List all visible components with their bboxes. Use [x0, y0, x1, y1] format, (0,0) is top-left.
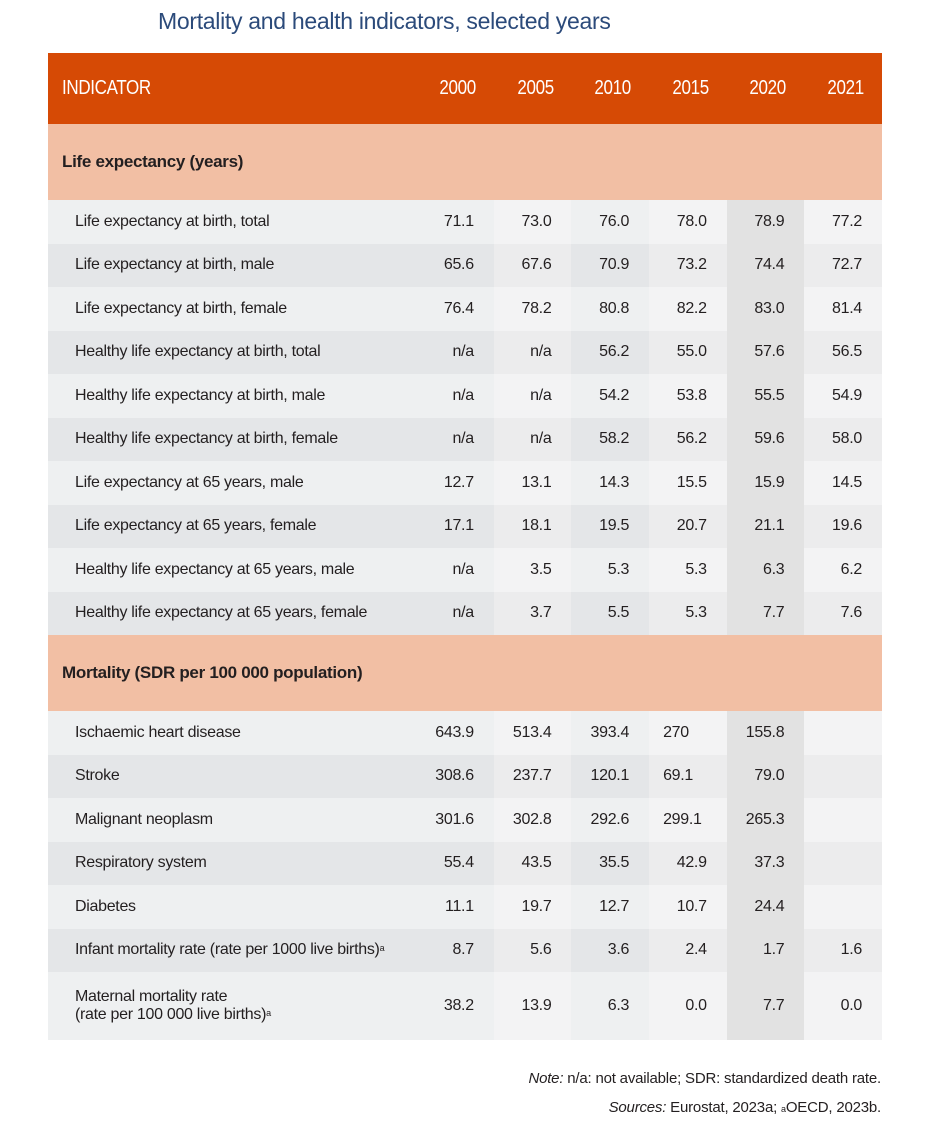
table-row	[48, 592, 882, 636]
value-cell: 11.1	[416, 885, 494, 929]
value-cell: 74.4	[727, 244, 805, 288]
header-year: 2005	[494, 53, 572, 124]
row-label: Healthy life expectancy at birth, male	[48, 374, 416, 418]
value-cell: 237.7	[494, 755, 572, 799]
value-cell: 6.3	[727, 548, 805, 592]
value-cell: 17.1	[416, 505, 494, 549]
value-cell: 18.1	[494, 505, 572, 549]
value-cell: 5.3	[649, 548, 727, 592]
table-row	[48, 287, 882, 331]
value-cell: 120.1	[571, 755, 649, 799]
value-cell: 5.3	[649, 592, 727, 636]
header-year: 2000	[416, 53, 494, 124]
table-row	[48, 331, 882, 375]
table-row	[48, 418, 882, 462]
value-cell: 77.2	[804, 200, 882, 244]
value-cell: 19.7	[494, 885, 572, 929]
header-indicator: INDICATOR	[48, 53, 416, 124]
row-label: Life expectancy at birth, total	[48, 200, 416, 244]
value-cell: 155.8	[727, 711, 805, 755]
table-row	[48, 374, 882, 418]
value-cell: 65.6	[416, 244, 494, 288]
table-row	[48, 929, 882, 973]
section-title: Mortality (SDR per 100 000 population)	[48, 635, 882, 711]
section-header-row	[48, 635, 882, 711]
value-cell: 15.5	[649, 461, 727, 505]
header-year: 2015	[649, 53, 727, 124]
value-cell: 78.2	[494, 287, 572, 331]
row-label: Maternal mortality rate (rate per 100 000 live births)$^a$	[48, 972, 416, 1040]
row-label: Respiratory system	[48, 842, 416, 886]
table-notes	[528, 1064, 881, 1122]
table-row	[48, 972, 882, 1040]
value-cell: 70.9	[571, 244, 649, 288]
value-cell: 83.0	[727, 287, 805, 331]
value-cell: 72.7	[804, 244, 882, 288]
table-row	[48, 505, 882, 549]
value-cell: 13.9	[494, 972, 572, 1040]
row-label: Healthy life expectancy at birth, total	[48, 331, 416, 375]
value-cell: 56.2	[571, 331, 649, 375]
row-label: Ischaemic heart disease	[48, 711, 416, 755]
footnote-marker: a	[266, 1008, 271, 1018]
row-label: Diabetes	[48, 885, 416, 929]
value-cell	[804, 711, 882, 755]
value-cell: 7.7	[727, 972, 805, 1040]
value-cell: 73.0	[494, 200, 572, 244]
row-label: Healthy life expectancy at birth, female	[48, 418, 416, 462]
value-cell: n/a	[494, 374, 572, 418]
value-cell: 270	[649, 711, 727, 755]
value-cell: 19.5	[571, 505, 649, 549]
value-cell: 3.7	[494, 592, 572, 636]
value-cell: 56.2	[649, 418, 727, 462]
value-cell: 78.9	[727, 200, 805, 244]
value-cell: 8.7	[416, 929, 494, 973]
row-label: Infant mortality rate (rate per 1000 live births)$^a$	[48, 929, 416, 973]
value-cell: 67.6	[494, 244, 572, 288]
value-cell: 12.7	[571, 885, 649, 929]
section-header-row	[48, 124, 882, 200]
row-label: Life expectancy at 65 years, male	[48, 461, 416, 505]
value-cell: 7.6	[804, 592, 882, 636]
value-cell: n/a	[416, 592, 494, 636]
value-cell: 58.2	[571, 418, 649, 462]
value-cell: n/a	[416, 374, 494, 418]
value-cell: 54.2	[571, 374, 649, 418]
value-cell: 71.1	[416, 200, 494, 244]
value-cell: 1.6	[804, 929, 882, 973]
value-cell: 6.2	[804, 548, 882, 592]
value-cell: 80.8	[571, 287, 649, 331]
value-cell: 299.1	[649, 798, 727, 842]
value-cell: 57.6	[727, 331, 805, 375]
value-cell: n/a	[494, 418, 572, 462]
row-label: Life expectancy at birth, male	[48, 244, 416, 288]
value-cell: 35.5	[571, 842, 649, 886]
value-cell: 42.9	[649, 842, 727, 886]
table-row	[48, 200, 882, 244]
value-cell: 20.7	[649, 505, 727, 549]
value-cell: 55.5	[727, 374, 805, 418]
value-cell: 6.3	[571, 972, 649, 1040]
value-cell: 302.8	[494, 798, 572, 842]
row-label: Healthy life expectancy at 65 years, male	[48, 548, 416, 592]
row-label: Life expectancy at birth, female	[48, 287, 416, 331]
value-cell: 308.6	[416, 755, 494, 799]
value-cell	[804, 798, 882, 842]
table-row	[48, 461, 882, 505]
value-cell: 14.3	[571, 461, 649, 505]
value-cell: 73.2	[649, 244, 727, 288]
value-cell: n/a	[416, 331, 494, 375]
value-cell: 2.4	[649, 929, 727, 973]
row-label: Malignant neoplasm	[48, 798, 416, 842]
value-cell	[804, 842, 882, 886]
value-cell: 82.2	[649, 287, 727, 331]
value-cell: 76.0	[571, 200, 649, 244]
header-year: 2021	[804, 53, 882, 124]
value-cell: 265.3	[727, 798, 805, 842]
indicators-table	[48, 53, 882, 1040]
row-label: Healthy life expectancy at 65 years, female	[48, 592, 416, 636]
table-row	[48, 755, 882, 799]
value-cell: 79.0	[727, 755, 805, 799]
value-cell: 1.7	[727, 929, 805, 973]
value-cell: 69.1	[649, 755, 727, 799]
value-cell: 7.7	[727, 592, 805, 636]
table-row	[48, 711, 882, 755]
value-cell	[804, 885, 882, 929]
value-cell: 3.6	[571, 929, 649, 973]
value-cell: 513.4	[494, 711, 572, 755]
value-cell: 301.6	[416, 798, 494, 842]
value-cell: 14.5	[804, 461, 882, 505]
sources-line: Sources: Eurostat, 2023a; $^a$OECD, 2023b.	[608, 1099, 881, 1116]
footnote-marker: a	[379, 943, 385, 954]
value-cell: 59.6	[727, 418, 805, 462]
section-title: Life expectancy (years)	[48, 124, 882, 200]
value-cell: 0.0	[804, 972, 882, 1040]
value-cell: 10.7	[649, 885, 727, 929]
value-cell: 24.4	[727, 885, 805, 929]
value-cell: 58.0	[804, 418, 882, 462]
value-cell: 13.1	[494, 461, 572, 505]
table-body	[48, 124, 882, 1040]
value-cell: 292.6	[571, 798, 649, 842]
value-cell: 78.0	[649, 200, 727, 244]
value-cell: 55.4	[416, 842, 494, 886]
value-cell: 53.8	[649, 374, 727, 418]
header-year: 2010	[571, 53, 649, 124]
value-cell: n/a	[494, 331, 572, 375]
value-cell: 76.4	[416, 287, 494, 331]
value-cell: 643.9	[416, 711, 494, 755]
value-cell: 5.6	[494, 929, 572, 973]
value-cell: 15.9	[727, 461, 805, 505]
row-label: Stroke	[48, 755, 416, 799]
value-cell	[804, 755, 882, 799]
value-cell: 3.5	[494, 548, 572, 592]
value-cell: 37.3	[727, 842, 805, 886]
value-cell: 393.4	[571, 711, 649, 755]
value-cell: 54.9	[804, 374, 882, 418]
value-cell: 81.4	[804, 287, 882, 331]
table-row	[48, 798, 882, 842]
value-cell: 55.0	[649, 331, 727, 375]
value-cell: 21.1	[727, 505, 805, 549]
table-row	[48, 885, 882, 929]
table-row	[48, 842, 882, 886]
value-cell: 5.5	[571, 592, 649, 636]
value-cell: 38.2	[416, 972, 494, 1040]
table-row	[48, 548, 882, 592]
value-cell: 43.5	[494, 842, 572, 886]
value-cell: 19.6	[804, 505, 882, 549]
table-row	[48, 244, 882, 288]
header-year: 2020	[727, 53, 805, 124]
table-header-row	[48, 53, 882, 124]
note-line: Note: n/a: not available; SDR: standardized death rate.	[528, 1070, 881, 1087]
page-title: Mortality and health indicators, selected years	[158, 8, 611, 34]
value-cell: 5.3	[571, 548, 649, 592]
value-cell: n/a	[416, 548, 494, 592]
row-label: Life expectancy at 65 years, female	[48, 505, 416, 549]
value-cell: 56.5	[804, 331, 882, 375]
value-cell: 0.0	[649, 972, 727, 1040]
value-cell: 12.7	[416, 461, 494, 505]
value-cell: n/a	[416, 418, 494, 462]
